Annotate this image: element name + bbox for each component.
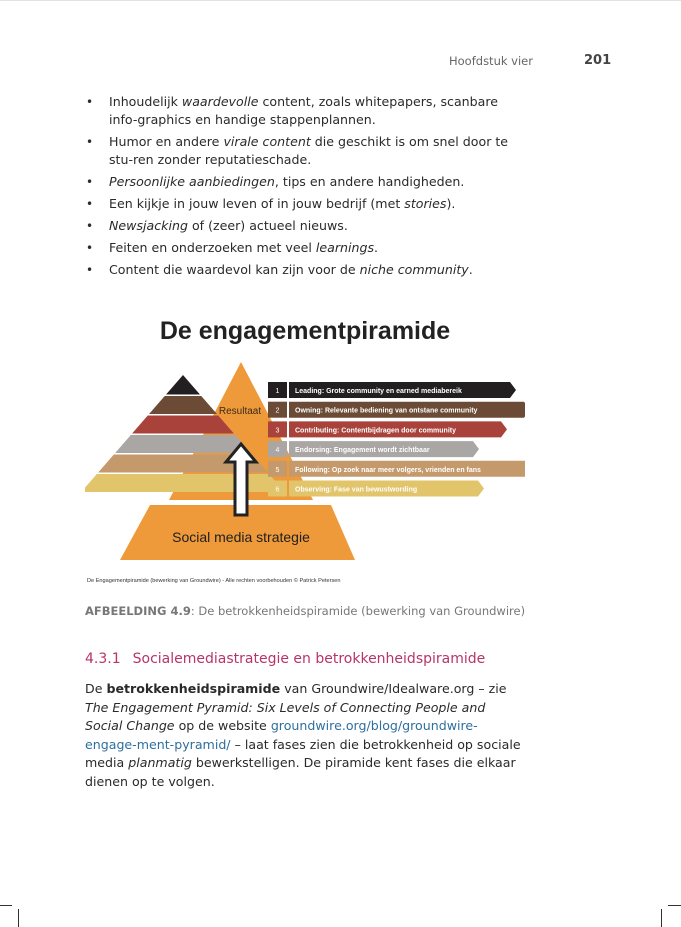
level-label: Endorsing: Engagement wordt zichtbaar: [295, 447, 430, 455]
level-number: 2: [275, 407, 280, 415]
text-run: planmatig: [128, 755, 192, 771]
text-run: niche community: [359, 262, 469, 277]
url-link[interactable]: groundwire.org/blog/groundwire-engage-ment-pyramid/: [85, 718, 478, 752]
bullet-item: [83, 261, 523, 279]
body-paragraph: [85, 680, 525, 792]
bullet-item: [83, 239, 523, 257]
bullet-item: [83, 93, 523, 129]
level-bar-5: [268, 461, 525, 477]
resultaat-label: Resultaat: [218, 406, 262, 417]
pyramid-level-2: [149, 396, 217, 414]
bullet-dot-icon: •: [86, 197, 94, 211]
text-run: The Engagement Pyramid: Six Levels of Connecting People and Social Change: [85, 699, 486, 734]
text-run: Inhoudelijk: [109, 94, 182, 109]
text-run: .: [468, 262, 473, 277]
text-run: Persoonlijke aanbiedingen: [109, 174, 275, 189]
bullet-dot-icon: •: [86, 175, 94, 189]
text-run: , tips en andere handigheden.: [274, 174, 465, 189]
text-run: of (zeer) actueel nieuws.: [187, 218, 348, 233]
level-label: Owning: Relevante bediening van ontstane community: [295, 407, 478, 415]
text-run: – laat fases zien die betrokkenheid op sociale media: [85, 736, 521, 771]
caption-text: : De betrokkenheidspiramide (bewerking van Groundwire): [190, 604, 526, 618]
text-run: Humor en andere: [109, 134, 224, 149]
level-number: 5: [275, 466, 280, 474]
crop-mark: [661, 909, 662, 927]
bullet-item: [83, 133, 523, 169]
level-number: 4: [275, 447, 280, 455]
level-number: 3: [275, 427, 280, 435]
bullet-dot-icon: •: [86, 95, 94, 109]
level-bar-2: [268, 402, 525, 418]
text-run: learnings: [315, 240, 375, 255]
text-run: stories: [404, 196, 447, 211]
figure-title: De engagementpiramide: [159, 317, 451, 345]
text-run: die geschikt is om snel door te stu-ren zonder reputatieschade.: [109, 134, 509, 167]
figure-credit: De Engagementpiramide (bewerking van Groundwire) - Alle rechten voorbehouden © Patrick Petersen: [87, 578, 341, 584]
text-run: .: [374, 240, 379, 255]
engagement-pyramid-figure: [85, 315, 525, 590]
text-run: Newsjacking: [109, 218, 188, 233]
bullet-list: [83, 93, 523, 283]
text-run: van Groundwire/Idealware.org – zie: [280, 681, 507, 696]
text-run: waardevolle: [181, 94, 259, 109]
crop-mark: [668, 905, 681, 906]
level-number: 1: [275, 388, 280, 395]
figure-caption: [85, 604, 525, 618]
bullet-item: [83, 173, 523, 191]
section-heading: [85, 651, 485, 667]
level-bar-6: [268, 481, 484, 497]
bullet-dot-icon: •: [86, 263, 94, 277]
text-run: virale content: [223, 134, 311, 149]
section-number: 4.3.1: [85, 651, 121, 667]
page-number: 201: [584, 53, 612, 68]
level-label: Observing: Fase van bewustwording: [295, 486, 418, 494]
caption-label: AFBEELDING 4.9: [85, 604, 191, 618]
pyramid-level-4: [115, 435, 251, 453]
page-top-edge: [0, 0, 681, 1]
bullet-item: [83, 195, 523, 213]
base-label: Social media strategie: [172, 529, 310, 545]
running-head: Hoofdstuk vier: [449, 54, 533, 68]
text-run: ).: [446, 196, 456, 211]
pyramid-level-3: [132, 416, 234, 434]
level-label: Leading: Grote community en earned mediabereik: [295, 388, 462, 395]
level-bar-1: [268, 382, 516, 398]
text-run: De: [85, 681, 107, 696]
level-bar-3: [268, 421, 507, 437]
level-label: Contributing: Contentbijdragen door community: [295, 427, 456, 435]
pyramid-level-1: [166, 375, 200, 395]
text-run: op de website: [174, 718, 271, 734]
level-label: Following: Op zoek naar meer volgers, vrienden en fans: [295, 466, 481, 474]
section-title: Socialemediastrategie en betrokkenheidspiramide: [132, 651, 486, 667]
bullet-dot-icon: •: [86, 135, 94, 149]
pyramid-level-6: [85, 474, 285, 492]
bullet-dot-icon: •: [86, 219, 94, 233]
text-run: betrokkenheidspiramide: [106, 681, 281, 696]
text-run: bewerkstelligen. De piramide kent fases die elkaar dienen op te volgen.: [85, 755, 516, 789]
bullet-item: [83, 217, 523, 235]
level-number: 6: [275, 486, 280, 494]
text-run: Feiten en onderzoeken met veel: [109, 240, 316, 255]
text-run: Content die waardevol kan zijn voor de: [109, 262, 360, 277]
text-run: Een kijkje in jouw leven of in jouw bedrijf (met: [109, 196, 405, 211]
text-run: content, zoals whitepapers, scanbare info-graphics en handige stappenplannen.: [109, 94, 499, 127]
crop-mark: [0, 905, 12, 906]
crop-mark: [18, 909, 19, 927]
bullet-dot-icon: •: [86, 241, 94, 255]
level-bar-4: [268, 441, 479, 457]
